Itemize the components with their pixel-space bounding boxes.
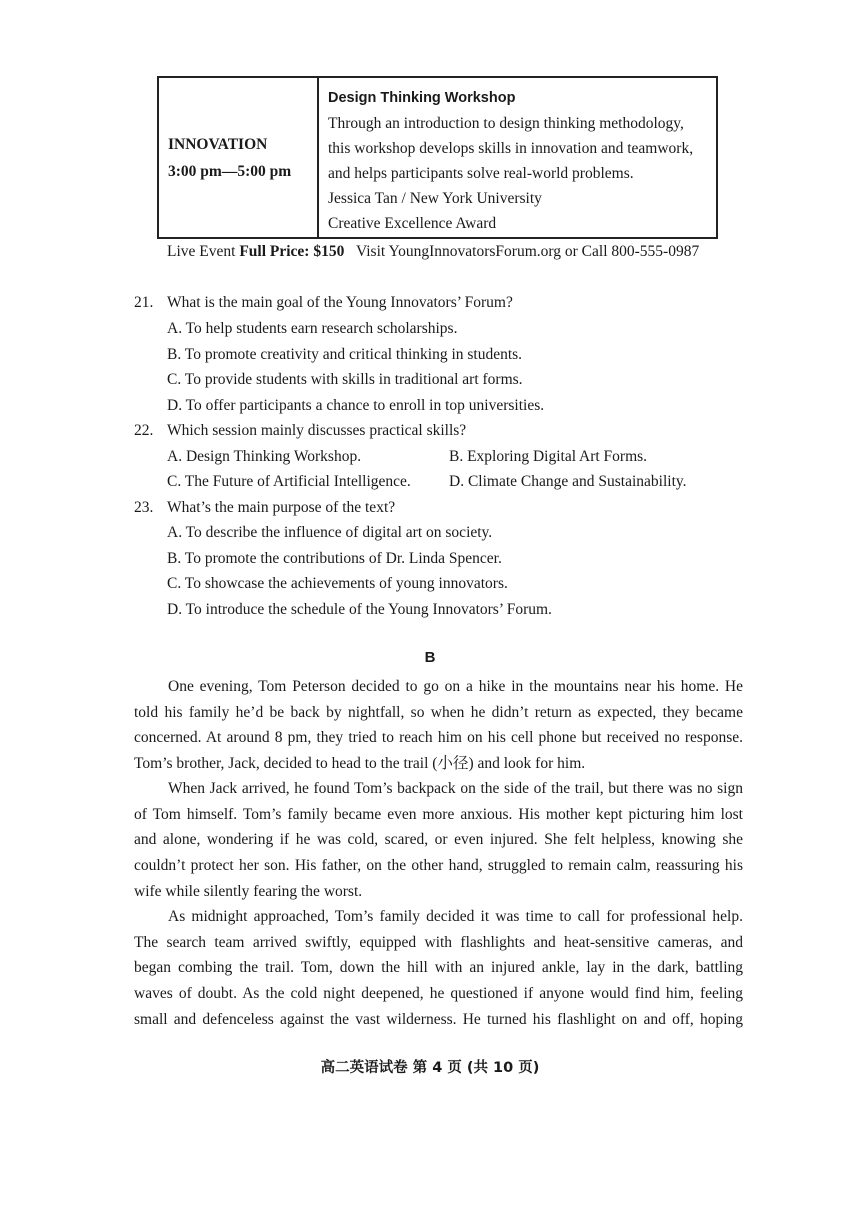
passage-line: concerned. At around 8 pm, they tried to reach him on his cell phone but received no response. (134, 729, 743, 747)
question-number: 21. (134, 294, 154, 311)
passage-line: and alone, wondering if he was cold, scared, or even injured. She felt helpless, knowing she (134, 831, 743, 849)
passage-line: small and defenceless against the vast wilderness. He turned his flashlight on and off, hoping (134, 1010, 743, 1028)
passage-line: One evening, Tom Peterson decided to go on a hike in the mountains near his home. He (168, 678, 743, 695)
question-number: 23. (134, 499, 154, 516)
passage-line: began combing the trail. Tom, down the hill with an injured ankle, lay in the dark, battling (134, 959, 743, 977)
option: A. To describe the influence of digital art on society. (167, 524, 493, 541)
question-text: What is the main goal of the Young Innovators’ Forum? (167, 294, 513, 311)
option: A. Design Thinking Workshop. (167, 448, 362, 465)
session-desc-line: this workshop develops skills in innovation and teamwork, (328, 140, 694, 157)
option: B. To promote creativity and critical thinking in students. (167, 346, 523, 363)
session-title: Design Thinking Workshop (328, 90, 516, 106)
session-award: Creative Excellence Award (328, 215, 497, 232)
question-number: 22. (134, 422, 154, 439)
passage-paragraph (134, 904, 743, 1033)
passage-line: The search team arrived swiftly, equipped with flashlights and heat-sensitive cameras, and (134, 933, 743, 951)
section-heading: B (424, 649, 436, 666)
price-line (167, 243, 699, 261)
option: A. To help students earn research scholarships. (167, 320, 458, 337)
option: C. The Future of Artificial Intelligence. (167, 473, 411, 490)
passage-line: As midnight approached, Tom’s family decided it was time to call for professional help. (168, 908, 743, 925)
passage-line: told his family he’d be back by nightfall, so when he didn’t return as expected, they became (134, 703, 743, 721)
full-price: Full Price: $150 (239, 243, 345, 260)
passage-line: couldn’t protect her son. His father, on the other hand, struggled to remain calm, reassuring his (134, 857, 743, 875)
schedule-table (157, 76, 718, 239)
passage-line: of Tom himself. Tom’s family became even more anxious. His mother kept picturing him lost (134, 805, 743, 823)
price-prefix: Live Event (167, 243, 240, 260)
schedule-detail-cell (319, 78, 716, 237)
passage-line: Tom’s brother, Jack, decided to head to the trail (小径) and look for him. (134, 755, 586, 773)
schedule-session-cell (159, 78, 319, 237)
question-text: What’s the main purpose of the text? (167, 499, 396, 516)
option: B. To promote the contributions of Dr. Linda Spencer. (167, 550, 502, 567)
option: B. Exploring Digital Art Forms. (449, 448, 648, 465)
option: C. To showcase the achievements of young innovators. (167, 575, 508, 592)
session-category: INNOVATION (168, 135, 268, 153)
option: D. Climate Change and Sustainability. (449, 473, 687, 490)
passage-paragraph (134, 776, 743, 905)
option: D. To introduce the schedule of the Young Innovators’ Forum. (167, 601, 552, 618)
session-desc-line: and helps participants solve real-world problems. (328, 165, 634, 182)
passage-line: wife while silently fearing the worst. (134, 882, 363, 900)
option: C. To provide students with skills in traditional art forms. (167, 371, 523, 388)
session-time: 3:00 pm—5:00 pm (168, 162, 292, 180)
passage-paragraph (134, 674, 743, 777)
contact-info: Visit YoungInnovatorsForum.org or Call 800-555-0987 (355, 243, 700, 260)
option: D. To offer participants a chance to enroll in top universities. (167, 397, 545, 414)
passage-line: waves of doubt. As the cold night deepened, he questioned if anyone would find him, feeling (134, 985, 743, 1003)
passage-line: When Jack arrived, he found Tom’s backpack on the side of the trail, but there was no sign (168, 780, 743, 797)
page-footer: 高二英语试卷 第 4 页 (共 10 页) (320, 1060, 540, 1076)
question-text: Which session mainly discusses practical skills? (167, 422, 467, 439)
session-desc-line: Through an introduction to design thinking methodology, (328, 115, 684, 132)
session-speaker: Jessica Tan / New York University (328, 190, 542, 207)
